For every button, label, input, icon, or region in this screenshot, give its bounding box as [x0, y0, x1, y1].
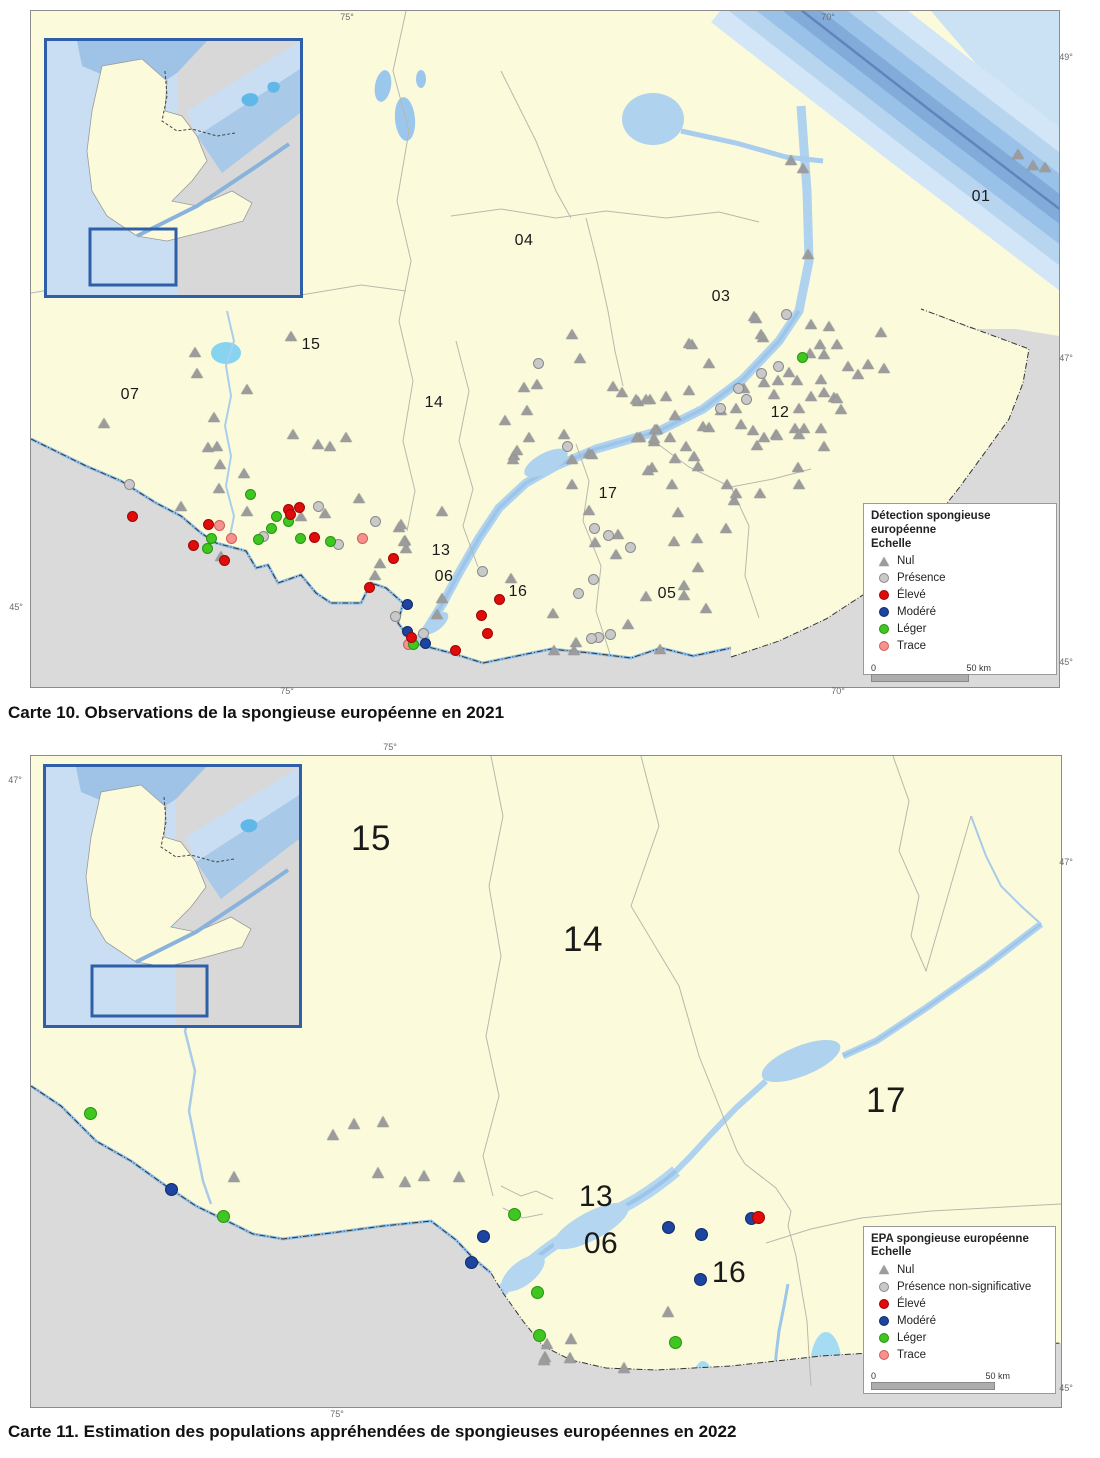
- dot-swatch-icon: [871, 1333, 897, 1343]
- coordinate-tick: 45°: [9, 602, 23, 612]
- triangle-swatch-icon: [871, 557, 897, 566]
- coordinate-tick: 70°: [831, 686, 845, 696]
- legend-item-eleve: [871, 587, 1049, 604]
- legend-item-label: Modéré: [897, 1314, 936, 1327]
- legend-title: Détection spongieuse européenne: [871, 510, 991, 537]
- coordinate-tick: 70°: [821, 12, 835, 22]
- region-label-17: 17: [598, 485, 618, 502]
- coordinate-tick: 45°: [1059, 1383, 1073, 1393]
- legend-item-label: Présence non-significative: [897, 1280, 1032, 1293]
- region-label-06: 06: [583, 1227, 619, 1260]
- dot-swatch-icon: [871, 641, 897, 651]
- legend-item-label: Trace: [897, 640, 926, 653]
- caption-carte-11: Carte 11. Estimation des populations appréhendées de spongieuses européennes en 2022: [8, 1422, 737, 1441]
- coordinate-tick: 45°: [1059, 657, 1073, 667]
- region-label-15: 15: [351, 819, 391, 858]
- legend-item-label: Modéré: [897, 606, 936, 619]
- legend-item-modere: [871, 1312, 1048, 1329]
- scale-bar: [871, 1382, 995, 1390]
- legend-item-eleve: [871, 1295, 1048, 1312]
- region-label-06: 06: [434, 568, 454, 585]
- region-label-03: 03: [711, 288, 731, 305]
- region-label-05: 05: [657, 585, 677, 602]
- scale-end-label: 50 km: [985, 1371, 1010, 1382]
- coordinate-tick: 75°: [280, 686, 294, 696]
- map2-inset-locator: [43, 764, 302, 1028]
- map1-inset-locator: [44, 38, 303, 298]
- dot-swatch-icon: [871, 1299, 897, 1309]
- dot-swatch-icon: [871, 607, 897, 617]
- region-label-13: 13: [578, 1180, 614, 1213]
- legend-item-label: Trace: [897, 1348, 926, 1361]
- coordinate-tick: 75°: [330, 1409, 344, 1419]
- dot-swatch-icon: [871, 624, 897, 634]
- legend-item-nul: [871, 1261, 1048, 1278]
- dot-swatch-icon: [871, 1282, 897, 1292]
- legend-item-label: Élevé: [897, 1297, 926, 1310]
- region-label-01: 01: [971, 188, 991, 205]
- dot-swatch-icon: [871, 590, 897, 600]
- region-label-15: 15: [301, 336, 321, 353]
- legend-title: EPA spongieuse européenne: [871, 1233, 1029, 1245]
- inset-map-quebec: [46, 767, 299, 1025]
- legend-item-label: Nul: [897, 555, 915, 568]
- map-carte-11: [30, 755, 1062, 1408]
- map2-legend: [863, 1226, 1056, 1394]
- scale-end-label: 50 km: [966, 662, 991, 673]
- legend-item-label: Élevé: [897, 589, 926, 602]
- coordinate-tick: 75°: [340, 12, 354, 22]
- scale-start-label: 0: [871, 662, 877, 673]
- coordinate-tick: 47°: [8, 775, 22, 785]
- legend-item-trace: [871, 1346, 1048, 1363]
- legend-item-presence: [871, 570, 1049, 587]
- legend-item-label: Léger: [897, 1331, 927, 1344]
- legend-item-modere: [871, 604, 1049, 621]
- legend-item-label: Présence: [897, 572, 946, 585]
- legend-item-leger: [871, 1329, 1048, 1346]
- legend-items: [871, 553, 1049, 655]
- legend-subtitle: Echelle: [871, 537, 912, 550]
- region-label-07: 07: [120, 386, 140, 403]
- dot-swatch-icon: [871, 1350, 897, 1360]
- dot-swatch-icon: [871, 573, 897, 583]
- legend-item-label: Nul: [897, 1263, 915, 1276]
- legend-item-trace: [871, 638, 1049, 655]
- caption-carte-10: Carte 10. Observations de la spongieuse européenne en 2021: [8, 703, 505, 722]
- map1-legend: [863, 503, 1057, 675]
- region-label-14: 14: [424, 394, 444, 411]
- region-label-14: 14: [563, 920, 603, 959]
- legend-items: [871, 1261, 1048, 1363]
- map-carte-10: [30, 10, 1060, 688]
- coordinate-tick: 75°: [383, 742, 397, 752]
- coordinate-tick: 47°: [1059, 353, 1073, 363]
- legend-item-nul: [871, 553, 1049, 570]
- region-label-16: 16: [508, 583, 528, 600]
- region-label-13: 13: [431, 542, 451, 559]
- triangle-swatch-icon: [871, 1265, 897, 1274]
- legend-subtitle: Echelle: [871, 1246, 912, 1259]
- scale-bar: [871, 674, 969, 682]
- region-label-04: 04: [514, 232, 534, 249]
- dot-swatch-icon: [871, 1316, 897, 1326]
- legend-item-presence: [871, 1278, 1048, 1295]
- region-label-17: 17: [866, 1081, 906, 1120]
- coordinate-tick: 47°: [1059, 857, 1073, 867]
- inset-map-quebec: [47, 41, 300, 295]
- scale-start-label: 0: [871, 1371, 877, 1382]
- region-label-12: 12: [770, 404, 790, 421]
- region-label-16: 16: [711, 1256, 747, 1289]
- legend-item-label: Léger: [897, 623, 927, 636]
- coordinate-tick: 49°: [1059, 52, 1073, 62]
- legend-item-leger: [871, 621, 1049, 638]
